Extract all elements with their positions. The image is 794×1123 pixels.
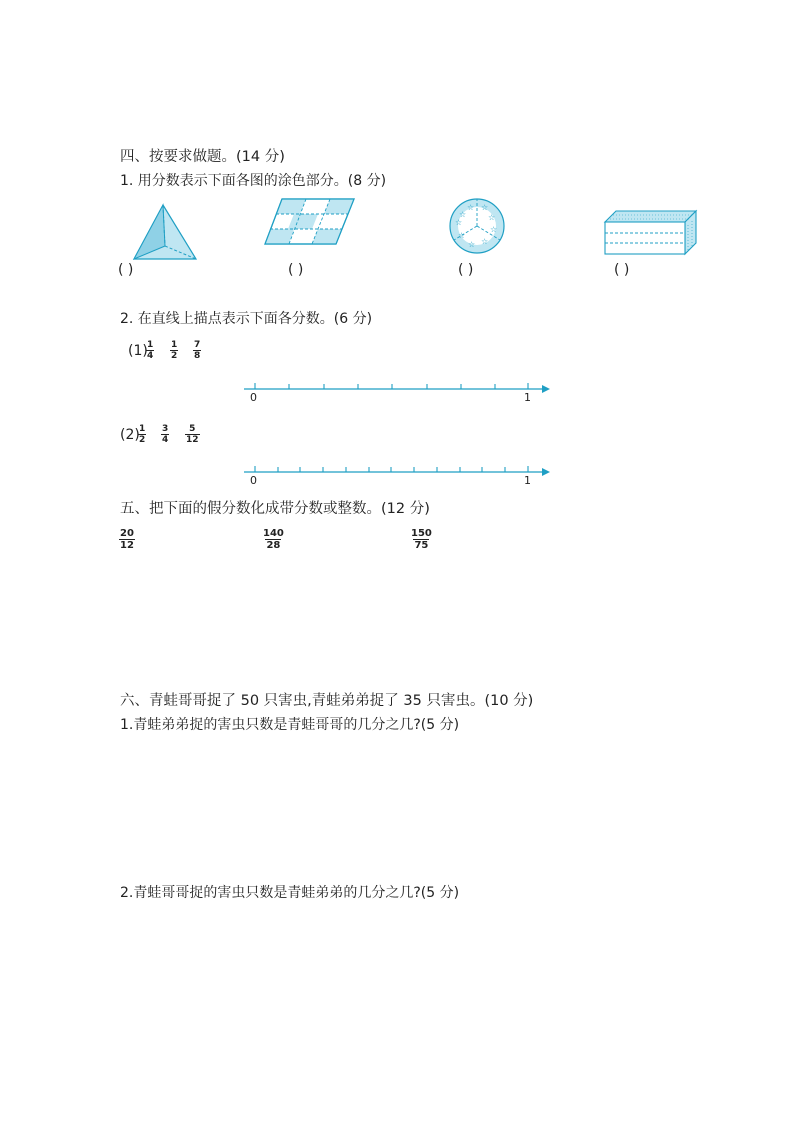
star-icon: ☆	[481, 203, 489, 212]
fraction-140-28: $\frac{140}{28}$	[263, 528, 284, 551]
fraction-3-4: $\frac{3}{4}$	[162, 424, 169, 445]
fraction-1-2: $\frac{1}{2}$	[171, 340, 178, 361]
question-4-2: 2. 在直线上描点表示下面各分数。(6 分)	[120, 311, 373, 327]
part-2-label: (2)	[120, 427, 140, 443]
number-line-2[interactable]	[244, 463, 554, 477]
answer-blank-2[interactable]: ( )	[288, 262, 304, 278]
question-6-2: 2.青蛙哥哥捉的害虫只数是青蛙弟弟的几分之几?(5 分)	[120, 885, 460, 901]
parallelogram-figure	[264, 198, 356, 246]
answer-blank-3[interactable]: ( )	[458, 262, 474, 278]
question-4-1: 1. 用分数表示下面各图的涂色部分。(8 分)	[120, 173, 387, 189]
axis-2-zero: 0	[250, 474, 257, 487]
answer-blank-1[interactable]: ( )	[118, 262, 134, 278]
star-icon: ☆	[488, 213, 496, 222]
pyramid-figure	[132, 204, 198, 262]
fraction-20-12: $\frac{20}{12}$	[120, 528, 134, 551]
answer-blank-4[interactable]: ( )	[614, 262, 630, 278]
fraction-150-75: $\frac{150}{75}$	[411, 528, 432, 551]
part-1-label: (1)	[128, 343, 148, 359]
axis-1-one: 1	[524, 391, 531, 404]
axis-2-one: 1	[524, 474, 531, 487]
cuboid-figure	[604, 210, 698, 256]
star-circle-figure	[448, 197, 506, 255]
section-6-title: 六、青蛙哥哥捉了 50 只害虫,青蛙弟弟捉了 35 只害虫。(10 分)	[120, 693, 534, 709]
star-icon: ☆	[490, 225, 498, 234]
star-icon: ☆	[459, 210, 467, 219]
fraction-7-8: $\frac{7}{8}$	[194, 340, 201, 361]
star-icon: ☆	[458, 231, 466, 240]
star-icon: ☆	[468, 240, 476, 249]
star-icon: ☆	[467, 203, 475, 212]
axis-1-zero: 0	[250, 391, 257, 404]
fraction-1-2b: $\frac{1}{2}$	[139, 424, 146, 445]
fraction-5-12: $\frac{5}{12}$	[186, 424, 199, 445]
number-line-1[interactable]	[244, 380, 554, 394]
question-6-1: 1.青蛙弟弟捉的害虫只数是青蛙哥哥的几分之几?(5 分)	[120, 717, 460, 733]
star-icon: ☆	[481, 237, 489, 246]
star-icon: ☆	[455, 218, 463, 227]
fraction-1-4: $\frac{1}{4}$	[147, 340, 154, 361]
section-4-title: 四、按要求做题。(14 分)	[120, 149, 285, 165]
section-5-title: 五、把下面的假分数化成带分数或整数。(12 分)	[120, 501, 430, 517]
